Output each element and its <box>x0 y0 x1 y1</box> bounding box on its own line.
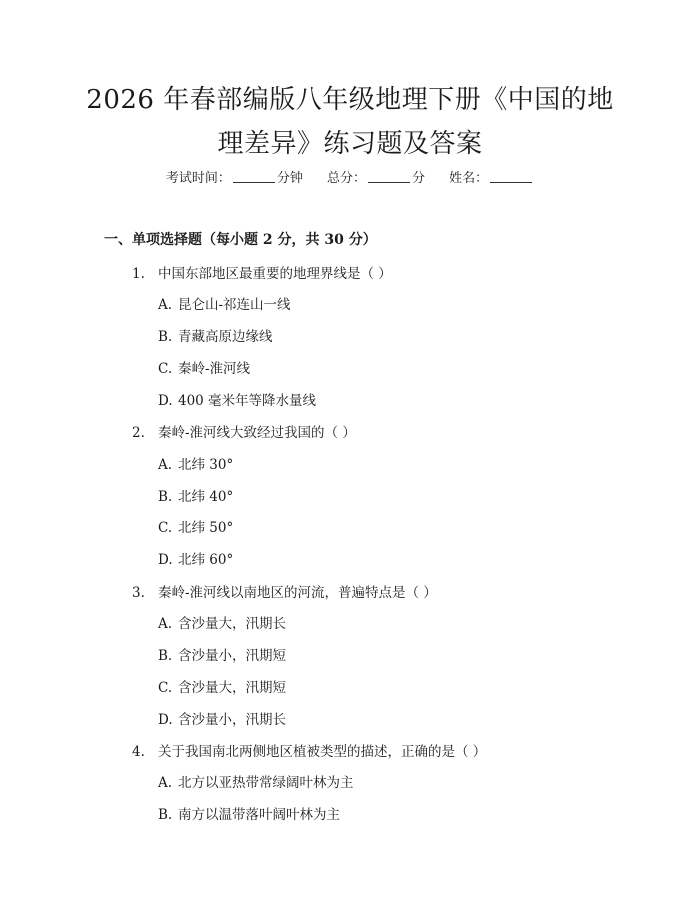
option-letter: C. <box>158 361 173 377</box>
option-text: 北方以亚热带常绿阔叶林为主 <box>178 775 354 791</box>
option-3b <box>158 644 286 664</box>
option-letter: B. <box>158 648 173 664</box>
section-heading: 一、单项选择题（每小题 2 分，共 30 分） <box>104 232 377 248</box>
name-blank <box>490 170 532 183</box>
option-text: 含沙量大，汛期短 <box>178 680 286 696</box>
option-letter: B. <box>158 329 173 345</box>
question-number: 3. <box>132 585 145 601</box>
time-unit: 分钟 <box>276 171 303 186</box>
option-text: 青藏高原边缘线 <box>178 329 273 345</box>
question-3 <box>132 581 437 601</box>
option-text: 北纬 50° <box>178 520 234 536</box>
title-line-1: 2026 年春部编版八年级地理下册《中国的地 <box>86 85 614 115</box>
score-unit: 分 <box>412 171 426 186</box>
option-text: 含沙量小，汛期短 <box>178 648 286 664</box>
name-label: 姓名： <box>449 171 489 186</box>
document-title <box>60 78 640 166</box>
question-number: 2. <box>132 425 145 441</box>
option-letter: C. <box>158 680 173 696</box>
option-text: 北纬 30° <box>178 457 234 473</box>
option-letter: D. <box>158 712 173 728</box>
option-4a <box>158 771 354 791</box>
time-blank <box>233 170 275 183</box>
question-text: 秦岭-淮河线大致经过我国的（ ） <box>158 425 356 441</box>
option-1d <box>158 389 316 409</box>
option-letter: C. <box>158 520 173 536</box>
option-2d <box>158 548 233 568</box>
question-1 <box>132 262 392 282</box>
option-text: 南方以温带落叶阔叶林为主 <box>178 807 340 823</box>
option-2a <box>158 453 233 473</box>
question-2 <box>132 421 356 441</box>
option-letter: D. <box>158 552 173 568</box>
question-4 <box>132 740 486 760</box>
question-number: 1. <box>132 266 145 282</box>
option-text: 含沙量大，汛期长 <box>178 616 286 632</box>
student-name <box>449 171 534 186</box>
option-3c <box>158 676 286 696</box>
option-text: 秦岭-淮河线 <box>178 361 251 377</box>
score-blank <box>368 170 410 183</box>
total-score <box>327 171 429 186</box>
score-label: 总分： <box>326 171 366 186</box>
option-1a <box>158 293 291 313</box>
exam-meta <box>0 167 700 186</box>
option-text: 400 毫米年等降水量线 <box>178 393 317 409</box>
option-3a <box>158 612 286 632</box>
option-2c <box>158 516 233 536</box>
option-4b <box>158 803 340 823</box>
option-text: 含沙量小，汛期长 <box>178 712 286 728</box>
option-letter: A. <box>158 775 173 791</box>
option-text: 北纬 60° <box>178 552 234 568</box>
option-letter: A. <box>158 297 173 313</box>
option-letter: A. <box>158 457 173 473</box>
time-label: 考试时间： <box>165 171 231 186</box>
title-line-2: 理差异》练习题及答案 <box>217 129 483 159</box>
option-2b <box>158 485 233 505</box>
option-letter: A. <box>158 616 173 632</box>
question-text: 关于我国南北两侧地区植被类型的描述，正确的是（ ） <box>158 744 487 760</box>
option-letter: B. <box>158 807 173 823</box>
question-number: 4. <box>132 744 145 760</box>
option-letter: B. <box>158 489 173 505</box>
option-3d <box>158 708 286 728</box>
option-1b <box>158 325 273 345</box>
exam-time <box>166 171 307 186</box>
option-letter: D. <box>158 393 173 409</box>
option-text: 昆仑山-祁连山一线 <box>178 297 291 313</box>
option-1c <box>158 357 250 377</box>
option-text: 北纬 40° <box>178 489 234 505</box>
question-text: 秦岭-淮河线以南地区的河流，普遍特点是（ ） <box>158 585 437 601</box>
question-text: 中国东部地区最重要的地理界线是（ ） <box>158 266 392 282</box>
